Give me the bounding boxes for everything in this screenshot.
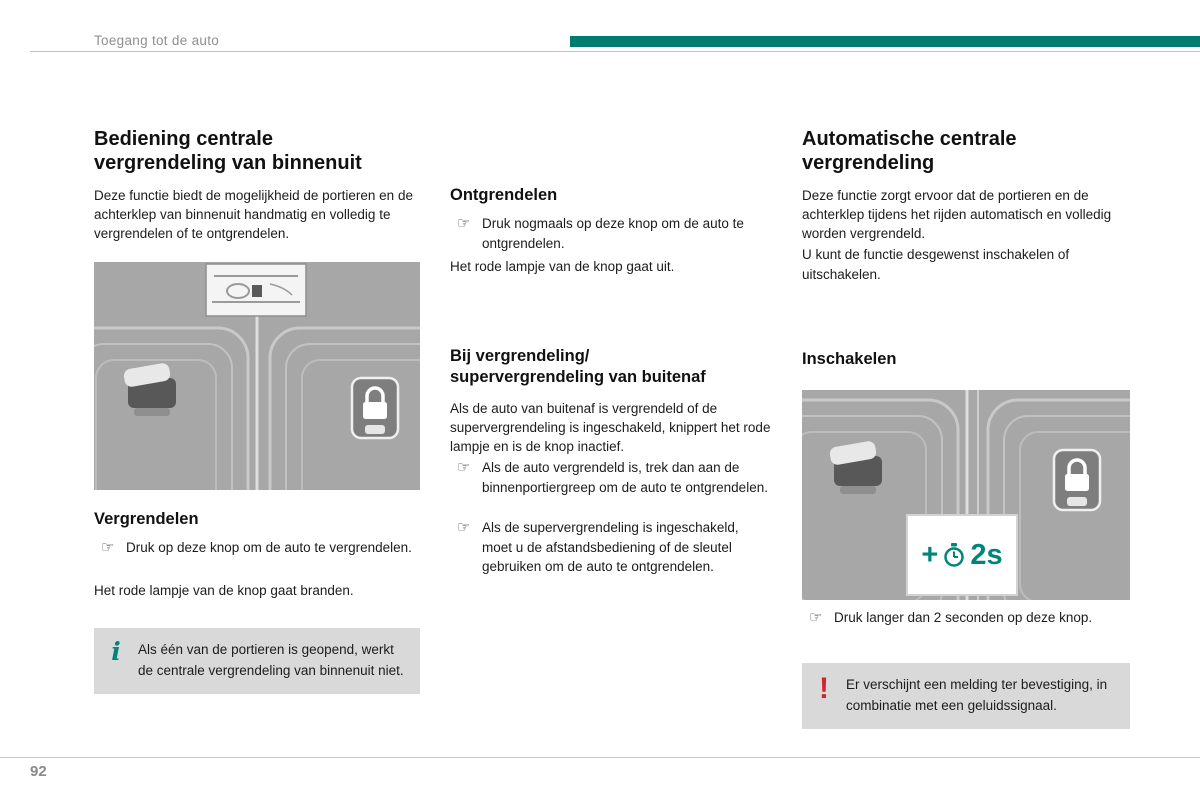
- hand-pointer-icon: ☞: [457, 459, 471, 476]
- instruction-bullet: ☞ Druk op deze knop om de auto te vergrendelen.: [94, 538, 424, 558]
- page-number: 92: [30, 763, 47, 780]
- section-title-auto-locking: Automatische centrale vergrendeling: [802, 128, 1017, 174]
- hand-pointer-icon: ☞: [457, 519, 471, 536]
- time-label: 2s: [970, 538, 1003, 571]
- warning-box-text: Er verschijnt een melding ter bevestiging, in combinatie met een geluidssignaal.: [846, 677, 1108, 713]
- door-panel-illustration-2: [802, 390, 1130, 600]
- info-icon: i: [111, 637, 121, 666]
- hand-pointer-icon: ☞: [457, 215, 471, 232]
- instruction-bullet: ☞ Druk nogmaals op deze knop om de auto te ontgrendelen.: [450, 214, 772, 253]
- subsection-title-buitenaf: Bij vergrendeling/ supervergrendeling van buitenaf: [450, 347, 706, 386]
- intro-paragraph: Deze functie zorgt ervoor dat de portieren en de achterklep tijdens het rijden automatisch en volledig worden vergrendeld.: [802, 188, 1112, 242]
- instruction-bullet: ☞ Als de supervergrendeling is ingeschakeld, moet u de afstandsbediening of de sleutel gebruiken om de auto te ontgrendelen.: [450, 518, 772, 577]
- header-rule: [30, 51, 1200, 52]
- intro-paragraph: Als de auto van buitenaf is vergrendeld of de supervergrendeling is ingeschakeld, knippert het rode lampje en is de knop inactief.: [450, 401, 771, 455]
- result-note: Het rode lampje van de knop gaat branden.: [94, 583, 354, 598]
- result-note: Het rode lampje van de knop gaat uit.: [450, 259, 675, 274]
- section-title-central-locking: Bediening centrale vergrendeling van binnenuit: [94, 128, 362, 174]
- breadcrumb: Toegang tot de auto: [94, 33, 220, 48]
- info-box: [94, 628, 420, 694]
- hand-pointer-icon: ☞: [809, 609, 823, 626]
- intro-paragraph-2: U kunt de functie desgewenst inschakelen of uitschakelen.: [802, 247, 1070, 282]
- info-box-text: Als één van de portieren is geopend, werkt de centrale vergrendeling van binnenuit niet.: [138, 642, 404, 678]
- warning-icon: !: [819, 672, 829, 705]
- intro-paragraph: Deze functie biedt de mogelijkheid de portieren en de achterklep van binnenuit handmatig en volledig te vergrendelen of te ontgrendelen.: [94, 188, 413, 242]
- instruction-bullet: ☞ Druk langer dan 2 seconden op deze knop.: [802, 608, 1134, 628]
- clock-icon: [943, 543, 965, 567]
- warning-box: [802, 663, 1130, 729]
- press-2s-callout: [906, 514, 1018, 596]
- door-panel-illustration: [94, 262, 420, 490]
- subsection-title-ontgrendelen: Ontgrendelen: [450, 186, 558, 204]
- subsection-title-inschakelen: Inschakelen: [802, 350, 897, 368]
- instruction-bullet: ☞ Als de auto vergrendeld is, trek dan aan de binnenportiergreep om de auto te ontgrendelen.: [450, 458, 772, 497]
- lock-button-icon: [1054, 450, 1100, 510]
- plus-sign: +: [921, 538, 939, 571]
- hand-pointer-icon: ☞: [101, 539, 115, 556]
- lock-button-icon: [352, 378, 398, 438]
- footer-rule: [0, 757, 1200, 758]
- dashboard-inset: [206, 264, 306, 316]
- accent-bar: [570, 36, 1200, 47]
- subsection-title-vergrendelen: Vergrendelen: [94, 510, 199, 528]
